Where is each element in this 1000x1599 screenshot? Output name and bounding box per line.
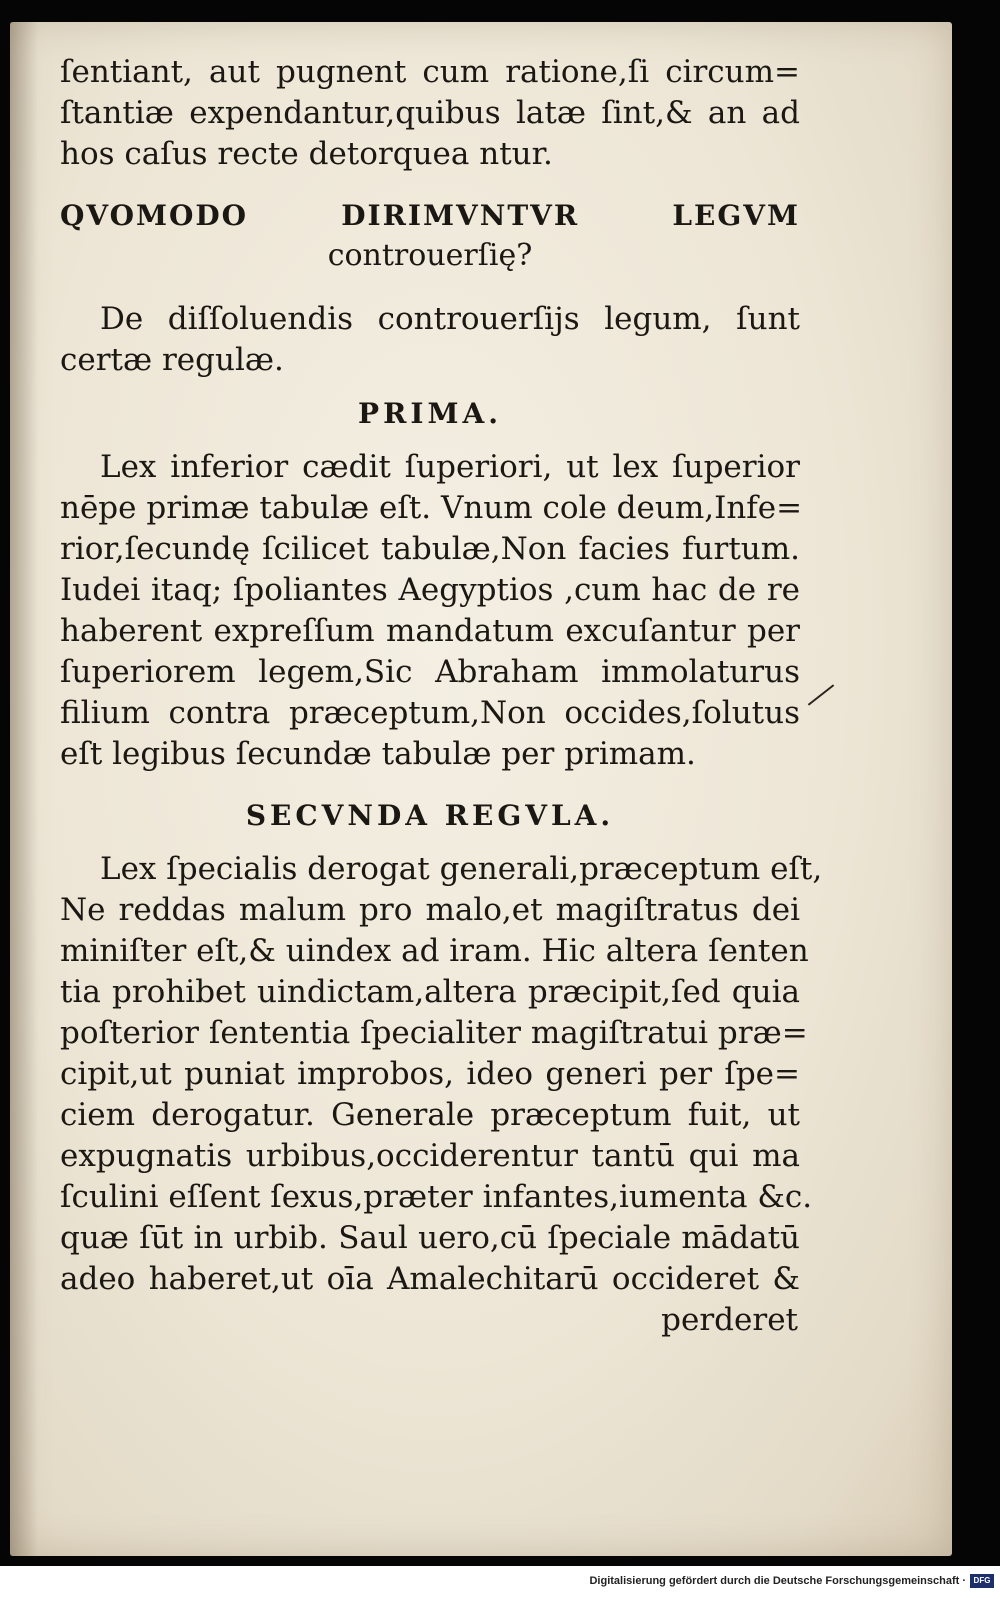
text-line: haberent expreſſum mandatum excuſantur per — [60, 613, 800, 649]
page-text — [60, 52, 823, 1341]
rule-one — [60, 395, 803, 775]
text-line: ſculini eſſent ſexus,præter infantes,iumenta &c. — [60, 1179, 813, 1215]
text-line: poſterior ſententia ſpecialiter magiſtratui præ= — [60, 1015, 808, 1051]
digitization-footer — [0, 1566, 1000, 1599]
text-line: certæ regulæ. — [60, 342, 284, 378]
funding-credit: Digitalisierung gefördert durch die Deutsche Forschungsgemeinschaft · — [589, 1575, 966, 1587]
text-line: ſuperiorem legem,Sic Abraham immolaturus — [60, 654, 800, 690]
text-line: miniſter eſt,& uindex ad iram. Hic altera ſenten — [60, 933, 809, 969]
book-page — [10, 22, 952, 1556]
text-line: filium contra præceptum,Non occides,ſolutus — [60, 695, 800, 731]
text-line: cipit,ut puniat improbos, ideo generi per ſpe= — [60, 1056, 800, 1092]
text-line: nēpe primæ tabulæ eſt. Vnum cole deum,Infe= — [60, 490, 803, 526]
section-heading — [60, 197, 800, 277]
catchword: perderet — [661, 1302, 798, 1338]
text-line: Iudei itaq; ſpoliantes Aegyptios ,cum hac de re — [60, 572, 800, 608]
text-line: Lex inferior cædit ſuperiori, ut lex ſuperior — [100, 449, 800, 485]
rule-one-heading: PRIMA. — [358, 397, 502, 430]
text-line: quæ ſūt in urbib. Saul uero,cū ſpeciale mādatū — [60, 1220, 800, 1256]
paragraph-intro — [60, 299, 800, 381]
paragraph-top — [60, 52, 800, 175]
text-line: adeo haberet,ut oīa Amalechitarū occideret & — [60, 1261, 800, 1297]
rule-two-heading: SECVNDA REGVLA. — [245, 799, 615, 832]
text-line: expugnatis urbibus,occiderentur tantū qui ma — [60, 1138, 800, 1174]
text-line: ſentiant, aut pugnent cum ratione,ſi circum= — [60, 54, 800, 90]
section-heading-subtitle: controuerſię? — [327, 238, 533, 273]
dfg-logo: DFG — [970, 1574, 994, 1588]
rule-two — [60, 797, 823, 1300]
section-heading-title: QVOMODO DIRIMVNTVR LEGVM — [60, 199, 800, 232]
text-line: Ne reddas malum pro malo,et magiſtratus dei — [60, 892, 800, 928]
text-line: Lex ſpecialis derogat generali,præceptum eſt, — [100, 851, 823, 887]
text-line: rior,ſecundę ſcilicet tabulæ,Non facies furtum. — [60, 531, 800, 567]
text-line: ciem derogatur. Generale præceptum fuit, ut — [60, 1097, 800, 1133]
text-line: ſtantiæ expendantur,quibus latæ ſint,& an ad — [60, 95, 800, 131]
text-line: eſt legibus ſecundæ tabulæ per primam. — [60, 736, 696, 772]
text-line: tia prohibet uindictam,altera præcipit,ſed quia — [60, 974, 800, 1010]
text-line: hos caſus recte detorquea ntur. — [60, 136, 553, 172]
margin-pen-mark — [808, 684, 834, 705]
text-line: De diſſoluendis controuerſijs legum, ſunt — [100, 301, 800, 337]
page-gutter-shadow — [10, 22, 38, 1556]
